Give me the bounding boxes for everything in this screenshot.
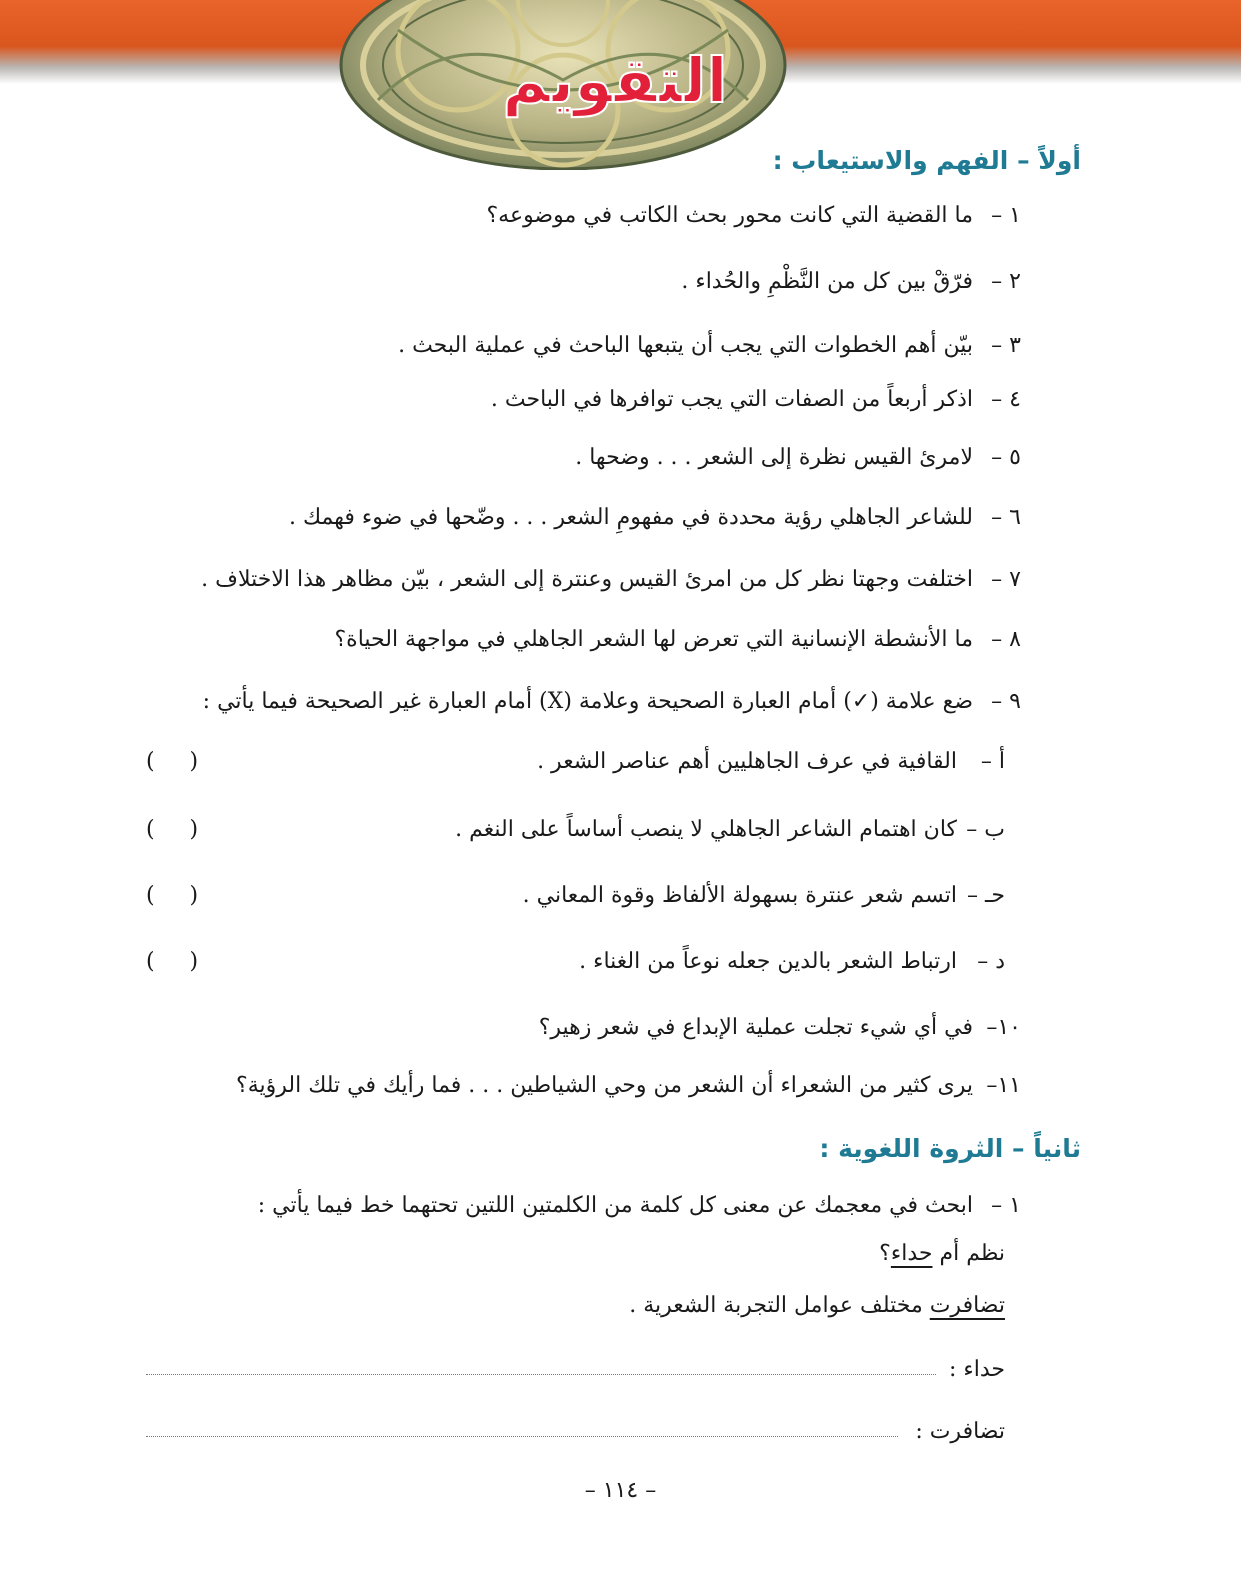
true-false-item: حـ –اتسم شعر عنترة بسهولة الألفاظ وقوة المعاني . <box>522 883 1005 908</box>
answer-line[interactable] <box>146 1374 936 1375</box>
question-item: ٥ –لامرئ القيس نظرة إلى الشعر . . . وضحها . <box>575 445 1021 470</box>
question-item: ٨ –ما الأنشطة الإنسانية التي تعرض لها الشعر الجاهلي في مواجهة الحياة؟ <box>334 627 1021 652</box>
page-number: – ١١٤ – <box>584 1478 657 1503</box>
page-title: التقويم <box>502 44 728 117</box>
section-heading-comprehension: أولاً – الفهم والاستيعاب : <box>772 146 1081 175</box>
answer-box[interactable]: ( ) <box>146 749 199 774</box>
question-item: ٤ –اذكر أربعاً من الصفات التي يجب توافرها في الباحث . <box>490 387 1021 412</box>
question-item: ١١–يرى كثير من الشعراء أن الشعر من وحي الشياطين . . . فما رأيك في تلك الرؤية؟ <box>236 1073 1021 1098</box>
question-item: ٢ –فرّقْ بين كل من النَّظْمِ والحُداء . <box>681 269 1021 294</box>
question-item: ١ –ابحث في معجمك عن معنى كل كلمة من الكلمتين اللتين تحتهما خط فيما يأتي : <box>257 1193 1021 1218</box>
example-sentence: نظم أم حداء؟ <box>879 1241 1005 1266</box>
question-item: ١ –ما القضية التي كانت محور بحث الكاتب في موضوعه؟ <box>486 203 1021 228</box>
true-false-item: د –ارتباط الشعر بالدين جعله نوعاً من الغناء . <box>579 949 1005 974</box>
true-false-item: أ –القافية في عرف الجاهليين أهم عناصر الشعر . <box>537 749 1005 774</box>
answer-box[interactable]: ( ) <box>146 817 199 842</box>
example-sentence: تضافرت مختلف عوامل التجربة الشعرية . <box>629 1293 1005 1318</box>
question-item: ٩ –ضع علامة (✓) أمام العبارة الصحيحة وعلامة (X) أمام العبارة غير الصحيحة فيما يأتي : <box>202 689 1021 714</box>
question-item: ١٠–في أي شيء تجلت عملية الإبداع في شعر زهير؟ <box>538 1015 1021 1040</box>
answer-label: حداء : <box>948 1357 1005 1382</box>
true-false-item: ب –كان اهتمام الشاعر الجاهلي لا ينصب أساساً على النغم . <box>455 817 1005 842</box>
question-item: ٧ –اختلفت وجهتا نظر كل من امرئ القيس وعنترة إلى الشعر ، بيّن مظاهر هذا الاختلاف . <box>201 567 1021 592</box>
answer-line[interactable] <box>146 1436 898 1437</box>
answer-box[interactable]: ( ) <box>146 949 199 974</box>
answer-box[interactable]: ( ) <box>146 883 199 908</box>
answer-label: تضافرت : <box>915 1419 1005 1444</box>
section-heading-vocabulary: ثانياً – الثروة اللغوية : <box>819 1134 1081 1163</box>
question-item: ٣ –بيّن أهم الخطوات التي يجب أن يتبعها الباحث في عملية البحث . <box>398 333 1021 358</box>
question-item: ٦ –للشاعر الجاهلي رؤية محددة في مفهومِ الشعر . . . وضّحها في ضوء فهمك . <box>288 505 1021 530</box>
